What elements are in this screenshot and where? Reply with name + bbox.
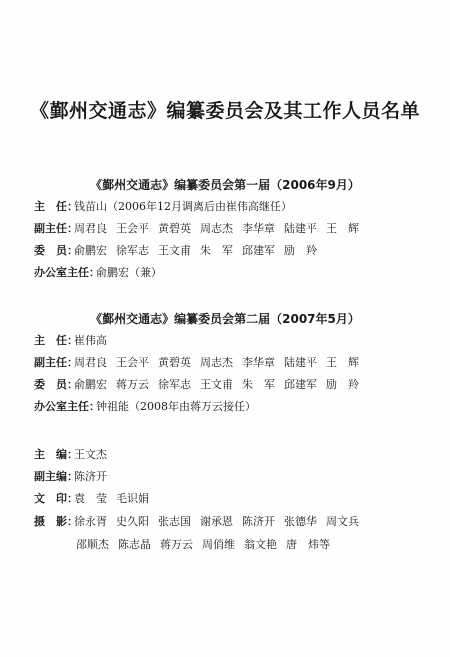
chair-label: 主 任： [34, 200, 78, 213]
chair-value: 崔伟高 [74, 334, 107, 347]
deputy-editor-label: 副主编： [34, 470, 78, 483]
photo-row-2 [76, 538, 450, 552]
member-names [74, 244, 326, 258]
name: 唐 炜等 [286, 538, 330, 551]
name: 徐军志 [116, 244, 149, 257]
name: 蒋万云 [116, 378, 149, 391]
name: 王 辉 [326, 222, 359, 235]
name: 陆建平 [284, 222, 317, 235]
office-value: 钟祖能（2008年由蒋万云接任） [96, 400, 256, 413]
name: 谢承恩 [200, 515, 233, 528]
session2-heading: 《鄞州交通志》编纂委员会第二届（2007年5月） [90, 312, 360, 326]
name: 邱建军 [284, 378, 317, 391]
photo-names-2 [76, 538, 339, 552]
name: 俞鹏宏 [74, 244, 107, 257]
name: 李华章 [242, 356, 275, 369]
name: 邵顺杰 [76, 538, 109, 551]
name: 周志杰 [200, 356, 233, 369]
name: 王文甫 [158, 244, 191, 257]
session2-chair-row [34, 334, 434, 348]
name: 翁文艳 [244, 538, 277, 551]
photo-row [34, 515, 434, 529]
session1-heading: 《鄞州交通志》编纂委员会第一届（2006年9月） [90, 178, 360, 192]
deputy-editor-row [34, 470, 434, 484]
name: 毛识娟 [116, 492, 149, 505]
session1-member-row [34, 244, 434, 258]
name: 黄碧英 [158, 356, 191, 369]
name: 王会平 [116, 222, 149, 235]
proof-label: 文 印： [34, 492, 78, 505]
photo-label: 摄 影： [34, 515, 78, 528]
name: 王文甫 [200, 378, 233, 391]
editor-row [34, 448, 434, 462]
proof-names [74, 492, 158, 506]
name: 俞鹏宏 [74, 378, 107, 391]
name: 陈济开 [242, 515, 275, 528]
name: 周志杰 [200, 222, 233, 235]
proof-row [34, 492, 434, 506]
deputy-editor-value: 陈济开 [74, 470, 107, 483]
session1-office-row [34, 266, 434, 280]
name: 王会平 [116, 356, 149, 369]
vice-names [74, 356, 368, 370]
member-label: 委 员： [34, 244, 78, 257]
name: 袁 莹 [74, 492, 107, 505]
member-label: 委 员： [34, 378, 78, 391]
chair-label: 主 任： [34, 334, 78, 347]
name: 朱 军 [200, 244, 233, 257]
name: 徐军志 [158, 378, 191, 391]
name: 黄碧英 [158, 222, 191, 235]
name: 史久阳 [116, 515, 149, 528]
vice-label: 副主任： [34, 356, 78, 369]
name: 周俏维 [202, 538, 235, 551]
session2-vice-row [34, 356, 434, 370]
photo-names-1 [74, 515, 368, 529]
name: 朱 军 [242, 378, 275, 391]
editor-value: 王文杰 [74, 448, 107, 461]
name: 周君良 [74, 222, 107, 235]
name: 徐永胥 [74, 515, 107, 528]
name: 周君良 [74, 356, 107, 369]
name: 蒋万云 [160, 538, 193, 551]
office-label: 办公室主任： [34, 266, 100, 279]
name: 陆建平 [284, 356, 317, 369]
session2-member-row [34, 378, 434, 392]
session1-vice-row [34, 222, 434, 236]
vice-names [74, 222, 368, 236]
name: 励 羚 [326, 378, 359, 391]
chair-value: 钱苗山（2006年12月调离后由崔伟高继任） [74, 200, 292, 213]
name: 张德华 [284, 515, 317, 528]
office-value: 俞鹏宏（兼） [96, 266, 162, 279]
office-label: 办公室主任： [34, 400, 100, 413]
name: 陈志晶 [118, 538, 151, 551]
name: 励 羚 [284, 244, 317, 257]
editor-label: 主 编： [34, 448, 78, 461]
session1-chair-row [34, 200, 434, 214]
name: 周文兵 [326, 515, 359, 528]
name: 李华章 [242, 222, 275, 235]
name: 王 辉 [326, 356, 359, 369]
name: 邱建军 [242, 244, 275, 257]
name: 张志国 [158, 515, 191, 528]
member-names [74, 378, 368, 392]
page-title: 《鄞州交通志》编纂委员会及其工作人员名单 [29, 100, 420, 122]
session2-office-row [34, 400, 434, 414]
vice-label: 副主任： [34, 222, 78, 235]
